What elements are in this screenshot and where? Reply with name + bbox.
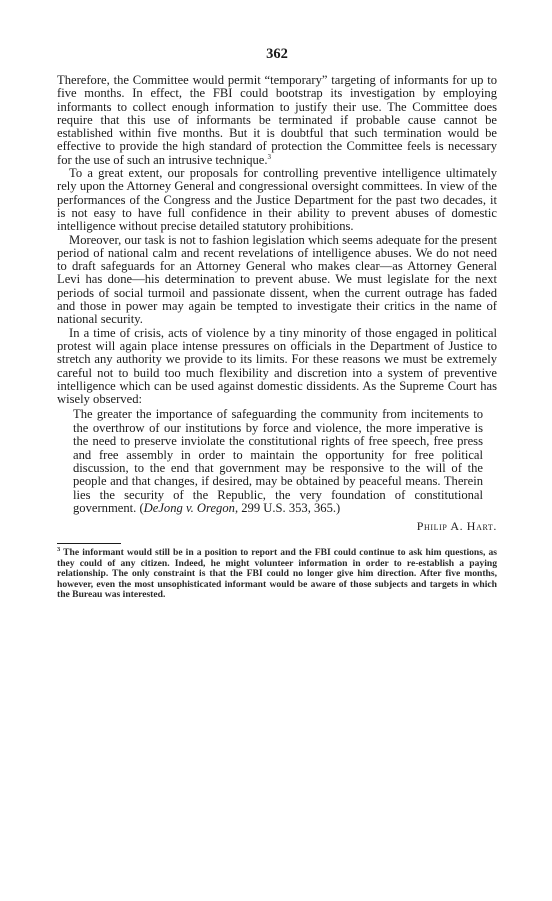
- quote-case-name: DeJong v. Oregon: [143, 501, 235, 516]
- paragraph-3: Moreover, our task is not to fashion legislation which seems adequate for the present period of national calm and recent revelations of intelligence abuses. We do not need to draft safeguards for an Attorney General who makes clear—as Attorney General Levi has done—his determination to prevent abuse. We must legislate for the next periods of social turmoil and passionate dissent, when the current outrage has faded and those in power may again be tempted to investigate their critics in the name of national security.: [57, 232, 497, 327]
- page-number: 362: [266, 46, 288, 62]
- footnote-number: 3: [57, 545, 61, 553]
- footnote-divider: [57, 543, 121, 544]
- quote-citation: , 299 U.S. 353, 365.): [234, 501, 341, 516]
- footnote-ref: 3: [267, 152, 272, 161]
- footnote-text: The informant would still be in a position to report and the FBI could continue to ask him questions, as they could of any citizen. Indeed, he might volunteer information in order to re-establish a paying relationship. The only constraint is that the FBI could no longer give him direction. After five months, however, even the most unsophisticated informant would be aware of those subjects and targets in which the Bureau was interested.: [57, 546, 497, 601]
- paragraph-1: [57, 74, 497, 167]
- paragraph-1-text: Therefore, the Committee would permit “temporary” targeting of informants for up to five months. In effect, the FBI could bootstrap its investigation by employing informants to collect enough information to justify their use. The Committee does require that this use of informants be terminated if probable cause cannot be established within five months. But it is doubtful that such termination would be effective to provide the high standard of protection the Committee feels is necessary for the use of such an intrusive technique.: [57, 73, 497, 167]
- footnote: [57, 545, 497, 601]
- signature: Philip A. Hart.: [416, 518, 497, 533]
- paragraph-4: In a time of crisis, acts of violence by a tiny minority of those engaged in political protest will again place intense pressures on officials in the Department of Justice to stretch any authority we provide to its limits. For these reasons we must be extremely careful not to build too much flexibility and discretion into a system of preventive intelligence which can be used against domestic dissidents. As the Supreme Court has wisely observed:: [57, 325, 497, 407]
- body-text: [57, 74, 497, 601]
- paragraph-2: To a great extent, our proposals for controlling preventive intelligence ultimately rely upon the Attorney General and congressional oversight committees. In view of the performances of the Congress and the Justice Department for the past two decades, it is not easy to have full confidence in their ability to prevent abuses of domestic intelligence without precise detailed statutory prohibitions.: [57, 166, 497, 234]
- quote-text: The greater the importance of safeguarding the community from incitements to the overthrow of our institutions by force and violence, the more imperative is the need to preserve inviolate the constitutional rights of free speech, free press and free assembly in order to maintain the opportunity for free political discussion, to the end that government may be responsive to the will of the people and that changes, if desired, may be obtained by peaceful means. Therein lies the security of the Republic, the very foundation of constitutional government. (: [73, 407, 483, 516]
- block-quote: [73, 408, 483, 515]
